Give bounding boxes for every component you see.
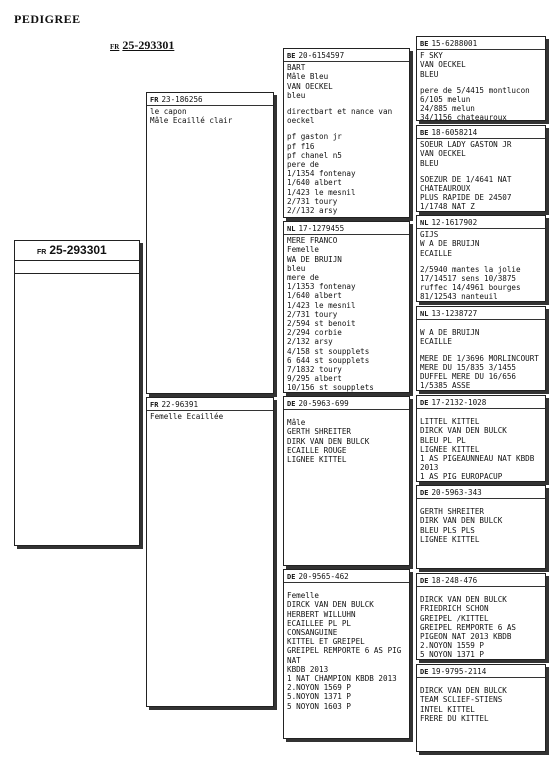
pedigree-line: 2/132 arsy — [287, 337, 333, 347]
pedigree-line: Femelle Ecaillée — [150, 412, 224, 422]
pedigree-line: DIRCK VAN DEN BULCK — [287, 600, 374, 610]
pedigree-line: LIGNEE KITTEL — [420, 444, 480, 454]
pedigree-line: 1 NAT CHAMPION KBDB 2013 — [287, 674, 397, 684]
pedigree-line: 2//132 arsy — [287, 206, 338, 216]
ring-number — [284, 572, 409, 583]
pedigree-line: pf chanel n5 — [287, 150, 342, 160]
pedigree-line: Mâle Bleu — [287, 72, 329, 82]
ring-country: BE — [420, 40, 429, 48]
top-ring-value: 25-293301 — [122, 38, 175, 52]
pedigree-line: 9/295 albert — [287, 374, 342, 384]
ring-country: FR — [150, 96, 159, 104]
pedigree-line: le capon — [150, 107, 187, 117]
ring-country: BE — [420, 129, 429, 137]
pedigree-line: 1/5385 ASSE — [420, 381, 471, 391]
pedigree-line: MERE DU 15/835 3/1455 — [420, 362, 517, 372]
ring-value: 17-1279455 — [298, 224, 345, 233]
pedigree-line: INTEL KITTEL — [420, 704, 475, 714]
pedigree-line: 5 NOYON 1371 P — [420, 650, 485, 660]
pedigree-line: 2/731 toury — [287, 309, 338, 319]
ring-value: 20-5963-699 — [298, 399, 349, 408]
pedigree-line: 1/1353 fontenay — [287, 282, 356, 292]
pedigree-line: CHATEAUROUX — [420, 184, 471, 194]
pedigree-line: FRIEDRICH SCHON — [420, 604, 489, 614]
dam-box — [146, 397, 274, 707]
ring-country: DE — [287, 400, 296, 408]
ring-country: NL — [420, 310, 429, 318]
pedigree-line: FRERE DU KITTEL — [420, 713, 489, 723]
pedigree-line: pere de — [287, 160, 320, 170]
pedigree-line: BLEU PL PL — [420, 435, 466, 445]
ring-country: DE — [420, 577, 429, 585]
pedigree-line: bleu — [287, 263, 306, 273]
top-ring-country: FR — [110, 43, 120, 51]
spacer — [420, 347, 542, 354]
pedigree-line: 1 AS PIG EUROPACUP — [420, 472, 503, 482]
pedigree-line: Mâle Ecaillé clair — [150, 116, 233, 126]
pedigree-line: KITTEL ET GREIPEL — [287, 637, 365, 647]
pedigree-line: DUFFEL MERE DU 16/656 — [420, 372, 517, 382]
pedigree-line: LIGNEE KITTEL — [287, 455, 347, 465]
pedigree-line: 2/731 toury — [287, 196, 338, 206]
pedigree-line: SOEUR LADY GASTON JR — [420, 140, 512, 150]
pedigree-line: GIJS — [420, 230, 439, 240]
ring-value: 22-96391 — [161, 400, 199, 409]
pedigree-line: 2/5940 mantes la jolie — [420, 264, 521, 274]
pedigree-line: DIRCK VAN DEN BULCK — [420, 686, 507, 696]
ring-value: 15-6288001 — [431, 39, 478, 48]
pedigree-line: BLEU PLS PLS — [420, 525, 475, 535]
ring-value: 17-2132-1028 — [431, 398, 487, 407]
spacer — [420, 500, 542, 507]
dam-sire-sire-box — [416, 395, 546, 482]
pedigree-line: VAN OECKEL — [420, 149, 466, 159]
pedigree-line: NAT — [287, 655, 301, 665]
pedigree-line: directbart et nance van — [287, 107, 393, 117]
pedigree-line: 7/1832 toury — [287, 365, 342, 375]
pedigree-line: VAN OECKEL — [287, 81, 333, 91]
pedigree-line: Femelle — [287, 245, 320, 255]
pedigree-line: 81/12543 nanteuil — [420, 292, 498, 302]
ring-number — [147, 95, 273, 106]
ring-country: DE — [420, 668, 429, 676]
pedigree-line: 1 AS PIGEAUNNEAU NAT KBDB — [420, 454, 535, 464]
ring-number — [147, 400, 273, 411]
ring-country: NL — [420, 219, 429, 227]
ring-number — [284, 224, 409, 235]
ring-country: DE — [420, 399, 429, 407]
subject-divider — [15, 261, 139, 274]
ring-value: 13-1238727 — [431, 309, 478, 318]
pedigree-line: MERE DE 1/3696 MORLINCOURT — [420, 353, 539, 363]
sire-sire-dam-box — [416, 125, 546, 212]
sire-dam-box — [283, 221, 410, 393]
pedigree-line: GERTH SHREITER — [420, 507, 485, 517]
ring-number — [417, 398, 545, 409]
pedigree-line: LITTEL KITTEL — [420, 417, 480, 427]
pedigree-line: W A DE BRUIJN — [420, 239, 480, 249]
pedigree-line: 1/1354 fontenay — [287, 169, 356, 179]
subject-ring — [15, 243, 139, 261]
pedigree-line: pf gaston jr — [287, 132, 342, 142]
subject-ring-number: 25-293301 — [49, 243, 107, 257]
ring-value: 20-6154597 — [298, 51, 345, 60]
pedigree-line: pere de 5/4415 montlucon — [420, 85, 530, 95]
pedigree-line: ECAILLE ROUGE — [287, 445, 347, 455]
sire-dam-dam-box — [416, 306, 546, 391]
pedigree-line: GERTH SHREITER — [287, 427, 352, 437]
spacer — [420, 679, 542, 686]
pedigree-line: 6 644 st soupplets — [287, 355, 370, 365]
spacer — [420, 79, 542, 86]
pedigree-line: 2/294 corbie — [287, 328, 342, 338]
pedigree-line: GREIPEL /KITTEL — [420, 613, 489, 623]
pedigree-line: PLUS RAPIDE DE 24507 — [420, 193, 512, 203]
pedigree-line: 2/594 st benoit — [287, 319, 356, 329]
pedigree-line: 1/423 le mesnil — [287, 187, 356, 197]
sire-box — [146, 92, 274, 394]
pedigree-line: PIGEON NAT 2013 KBDB — [420, 632, 512, 642]
pedigree-line: ECAILLE — [420, 248, 453, 258]
pedigree-line: 2.NOYON 1569 P — [287, 683, 352, 693]
pedigree-line: TEAM SCLIEF-STIENS — [420, 695, 503, 705]
pedigree-line: 6/105 melun — [420, 95, 471, 105]
pedigree-line: mere de — [287, 273, 320, 283]
sire-sire-sire-box — [416, 36, 546, 121]
subject-country: FR — [37, 249, 47, 256]
spacer — [287, 584, 406, 591]
pedigree-line: 5 NOYON 1603 P — [287, 701, 352, 711]
pedigree-line: 2.NOYON 1559 P — [420, 641, 485, 651]
pedigree-line: bleu — [287, 90, 306, 100]
dam-dam-box — [283, 569, 410, 739]
ring-value: 23-186256 — [161, 95, 203, 104]
ring-value: 20-5963-343 — [431, 488, 482, 497]
spacer — [420, 258, 542, 265]
ring-number — [417, 576, 545, 587]
sire-dam-sire-box — [416, 215, 546, 302]
pedigree-line: HERBERT WILLUHN — [287, 609, 356, 619]
pedigree-line: MERE FRANCO — [287, 236, 338, 246]
pedigree-line: SOEZUR DE 1/4641 NAT — [420, 174, 512, 184]
pedigree-line: 24/885 melun — [420, 104, 475, 114]
ring-country: DE — [420, 489, 429, 497]
spacer — [420, 168, 542, 175]
ring-value: 12-1617902 — [431, 218, 478, 227]
ring-country: BE — [287, 52, 296, 60]
pedigree-line: VAN OECKEL — [420, 60, 466, 70]
spacer — [420, 588, 542, 595]
subject-box — [14, 240, 140, 546]
ring-number — [417, 218, 545, 229]
pedigree-line: Mâle — [287, 418, 306, 428]
ring-number — [284, 51, 409, 62]
pedigree-line: W A DE BRUIJN — [420, 328, 480, 338]
pedigree-line: ECAILLE — [420, 337, 453, 347]
ring-value: 18-6058214 — [431, 128, 478, 137]
ring-value: 18-248-476 — [431, 576, 478, 585]
pedigree-line: 1/640 albert — [287, 178, 342, 188]
pedigree-line: LIGNEE KITTEL — [420, 534, 480, 544]
pedigree-line: BART — [287, 63, 306, 73]
pedigree-line: DIRK VAN DEN BULCK — [420, 516, 503, 526]
spacer — [287, 411, 406, 418]
pedigree-line: 1/640 albert — [287, 291, 342, 301]
pedigree-line: DIRK VAN DEN BULCK — [287, 436, 370, 446]
ring-number — [417, 667, 545, 678]
pedigree-line: 2013 — [420, 463, 439, 473]
pedigree-line: 1/1748 NAT Z — [420, 202, 475, 212]
ring-number — [417, 128, 545, 139]
pedigree-line: ruffec 14/4961 bourges — [420, 283, 521, 293]
pedigree-line: DIRCK VAN DEN BULCK — [420, 426, 507, 436]
spacer — [420, 321, 542, 328]
ring-number — [417, 488, 545, 499]
pedigree-line: 1/423 le mesnil — [287, 300, 356, 310]
pedigree-line: F SKY — [420, 51, 443, 61]
dam-dam-sire-box — [416, 573, 546, 660]
pedigree-line: KBDB 2013 — [287, 664, 329, 674]
ring-number — [417, 39, 545, 50]
pedigree-line: DIRCK VAN DEN BULCK — [420, 595, 507, 605]
pedigree-line: 5.NOYON 1371 P — [287, 692, 352, 702]
pedigree-line: 17/14517 sens 10/3875 — [420, 274, 517, 284]
pedigree-line: ECAILLEE PL PL — [287, 618, 352, 628]
pedigree-line: GREIPEL REMPORTE 6 AS — [420, 622, 517, 632]
pedigree-line: GREIPEL REMPORTE 6 AS PIG — [287, 646, 402, 656]
pedigree-line: BLEU — [420, 69, 439, 79]
spacer — [287, 125, 406, 132]
pedigree-line: BLEU — [420, 158, 439, 168]
ring-country: FR — [150, 401, 159, 409]
pedigree-line: CONSANGUINE — [287, 628, 338, 638]
ring-number — [284, 399, 409, 410]
ring-number — [417, 309, 545, 320]
page-title: PEDIGREE — [14, 12, 81, 26]
ring-value: 19-9795-2114 — [431, 667, 487, 676]
pedigree-line: pf f16 — [287, 141, 315, 151]
pedigree-line: 10/156 st soupplets — [287, 383, 374, 393]
pedigree-line: Femelle — [287, 591, 320, 601]
pedigree-line: WA DE BRUIJN — [287, 254, 342, 264]
pedigree-line: oeckel — [287, 116, 315, 126]
ring-value: 20-9565-462 — [298, 572, 349, 581]
pedigree-line: 4/158 st soupplets — [287, 346, 370, 356]
ring-country: NL — [287, 225, 296, 233]
spacer — [420, 410, 542, 417]
ring-country: DE — [287, 573, 296, 581]
dam-sire-dam-box — [416, 485, 546, 569]
dam-sire-box — [283, 396, 410, 566]
spacer — [287, 100, 406, 107]
sire-sire-box — [283, 48, 410, 218]
pedigree-line: 34/1156 chateauroux — [420, 113, 507, 123]
top-ring-number — [110, 38, 174, 53]
dam-dam-dam-box — [416, 664, 546, 752]
